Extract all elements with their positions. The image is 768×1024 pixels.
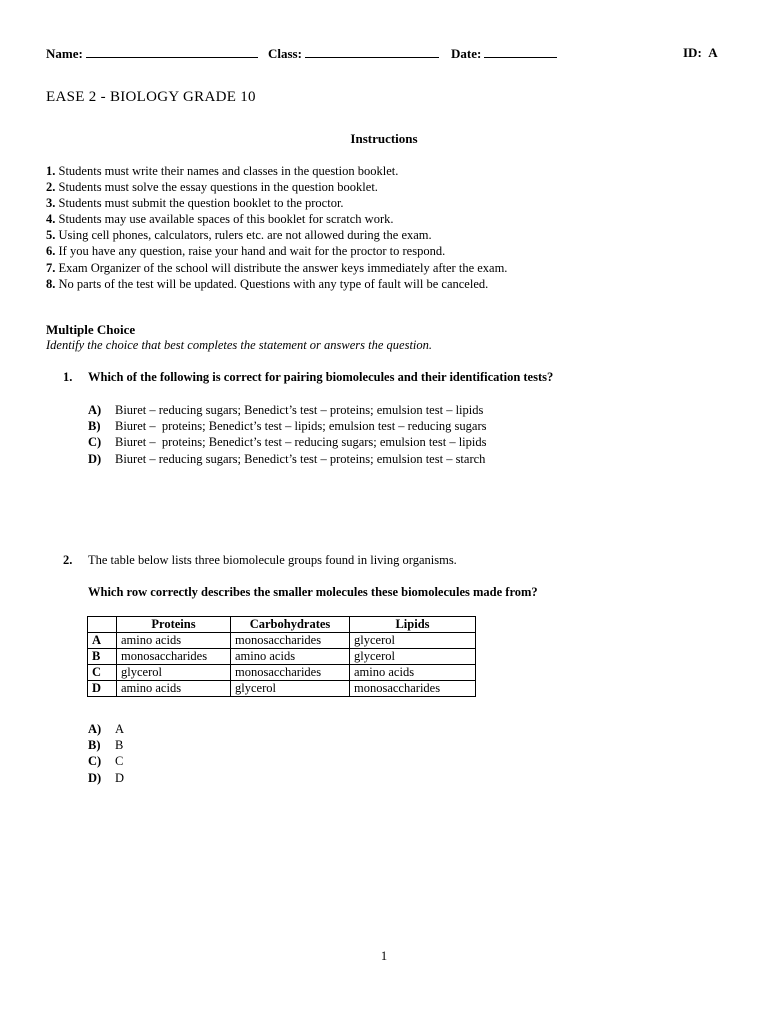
table-cell: amino acids bbox=[231, 649, 350, 665]
option-letter: D) bbox=[88, 770, 102, 785]
table-row bbox=[88, 633, 476, 649]
option-letter: C) bbox=[88, 754, 102, 769]
q1-option[interactable] bbox=[88, 451, 486, 467]
option-text: Biuret – reducing sugars; Benedict’s test – proteins; emulsion test – starch bbox=[115, 451, 486, 466]
option-text: B bbox=[115, 738, 124, 753]
instruction-number: 6. bbox=[46, 244, 56, 259]
option-letter: D) bbox=[88, 451, 102, 466]
q2-options bbox=[88, 721, 124, 786]
q1-number: 1. bbox=[63, 370, 73, 384]
date-field bbox=[451, 45, 557, 62]
instruction-text: Students may use available spaces of this booklet for scratch work. bbox=[55, 212, 394, 227]
instruction-item bbox=[46, 276, 507, 292]
option-letter: C) bbox=[88, 435, 102, 450]
instruction-text: No parts of the test will be updated. Questions with any type of fault will be canceled. bbox=[55, 276, 489, 291]
table-header-row bbox=[88, 617, 476, 633]
option-letter: A) bbox=[88, 403, 102, 417]
class-label: Class: bbox=[268, 46, 302, 61]
option-text: D bbox=[115, 770, 125, 785]
exam-title: EASE 2 - BIOLOGY GRADE 10 bbox=[46, 89, 256, 105]
instructions-heading: Instructions bbox=[350, 131, 418, 146]
table-cell: glycerol bbox=[231, 681, 350, 697]
table-row bbox=[88, 681, 476, 697]
instruction-text: Students must solve the essay questions in the question booklet. bbox=[55, 180, 378, 195]
table-header-cell: Lipids bbox=[350, 617, 476, 633]
table-row bbox=[88, 649, 476, 665]
q2-option[interactable] bbox=[88, 721, 124, 737]
table-row-label: D bbox=[88, 681, 117, 697]
table-row-label: A bbox=[88, 633, 117, 649]
id-label: ID: bbox=[683, 45, 702, 60]
table-row-label: B bbox=[88, 649, 117, 665]
q2-number: 2. bbox=[63, 553, 73, 567]
option-letter: B) bbox=[88, 738, 101, 753]
option-letter: B) bbox=[88, 419, 101, 434]
instruction-item bbox=[46, 211, 507, 227]
q1-option[interactable] bbox=[88, 402, 486, 418]
q2-text: Which row correctly describes the smaller molecules these biomolecules made from? bbox=[88, 585, 538, 599]
table-cell: monosaccharides bbox=[117, 649, 231, 665]
table-cell: glycerol bbox=[350, 649, 476, 665]
instruction-item bbox=[46, 243, 507, 259]
name-field bbox=[46, 45, 258, 62]
table-cell: monosaccharides bbox=[231, 665, 350, 681]
instruction-number: 7. bbox=[46, 260, 56, 275]
instruction-number: 2. bbox=[46, 180, 56, 195]
table-cell: amino acids bbox=[117, 633, 231, 649]
q2-intro: The table below lists three biomolecule groups found in living organisms. bbox=[88, 553, 457, 567]
name-blank[interactable] bbox=[86, 45, 258, 58]
instruction-number: 1. bbox=[46, 164, 56, 178]
option-text: Biuret – proteins; Benedict’s test – reducing sugars; emulsion test – lipids bbox=[115, 435, 487, 450]
q2-option[interactable] bbox=[88, 753, 124, 769]
instruction-number: 4. bbox=[46, 212, 56, 227]
biomolecule-table bbox=[87, 616, 476, 697]
q1-option[interactable] bbox=[88, 418, 486, 434]
option-text: Biuret – proteins; Benedict’s test – lipids; emulsion test – reducing sugars bbox=[115, 419, 487, 434]
instruction-item bbox=[46, 163, 507, 179]
option-text: Biuret – reducing sugars; Benedict’s test – proteins; emulsion test – lipids bbox=[115, 403, 484, 417]
instruction-item bbox=[46, 227, 507, 243]
instruction-item bbox=[46, 260, 507, 276]
instruction-text: Using cell phones, calculators, rulers etc. are not allowed during the exam. bbox=[55, 228, 432, 243]
instruction-item bbox=[46, 179, 507, 195]
table-header-cell bbox=[88, 617, 117, 633]
instruction-item bbox=[46, 195, 507, 211]
instructions-list bbox=[46, 163, 507, 292]
table-cell: amino acids bbox=[117, 681, 231, 697]
section-subheading: Identify the choice that best completes the statement or answers the question. bbox=[46, 338, 433, 352]
id-value: A bbox=[708, 45, 718, 60]
table-row-label: C bbox=[88, 665, 117, 681]
name-label: Name: bbox=[46, 46, 83, 61]
q1-option[interactable] bbox=[88, 434, 486, 450]
instruction-number: 5. bbox=[46, 228, 56, 243]
id-field bbox=[683, 45, 718, 61]
instruction-number: 3. bbox=[46, 196, 56, 211]
option-text: C bbox=[115, 754, 124, 769]
table-header-cell: Carbohydrates bbox=[231, 617, 350, 633]
date-label: Date: bbox=[451, 46, 482, 61]
q2-option[interactable] bbox=[88, 770, 124, 786]
instruction-text: If you have any question, raise your hand and wait for the proctor to respond. bbox=[55, 244, 446, 259]
table-row bbox=[88, 665, 476, 681]
instruction-text: Exam Organizer of the school will distribute the answer keys immediately after the exam. bbox=[55, 260, 508, 275]
class-blank[interactable] bbox=[305, 45, 439, 58]
table-header-cell: Proteins bbox=[117, 617, 231, 633]
section-heading: Multiple Choice bbox=[46, 322, 136, 337]
table-cell: glycerol bbox=[350, 633, 476, 649]
table-cell: monosaccharides bbox=[350, 681, 476, 697]
page-number: 1 bbox=[380, 949, 388, 963]
date-blank[interactable] bbox=[484, 45, 557, 58]
instruction-text: Students must submit the question booklet to the proctor. bbox=[55, 196, 344, 211]
instruction-number: 8. bbox=[46, 276, 56, 291]
table-cell: monosaccharides bbox=[231, 633, 350, 649]
q1-options bbox=[88, 402, 486, 467]
table-cell: amino acids bbox=[350, 665, 476, 681]
class-field bbox=[268, 45, 439, 62]
table-cell: glycerol bbox=[117, 665, 231, 681]
instruction-text: Students must write their names and classes in the question booklet. bbox=[55, 164, 399, 178]
q2-option[interactable] bbox=[88, 737, 124, 753]
option-letter: A) bbox=[88, 722, 102, 736]
q1-text: Which of the following is correct for pairing biomolecules and their identification tests? bbox=[88, 370, 554, 384]
option-text: A bbox=[115, 722, 125, 736]
